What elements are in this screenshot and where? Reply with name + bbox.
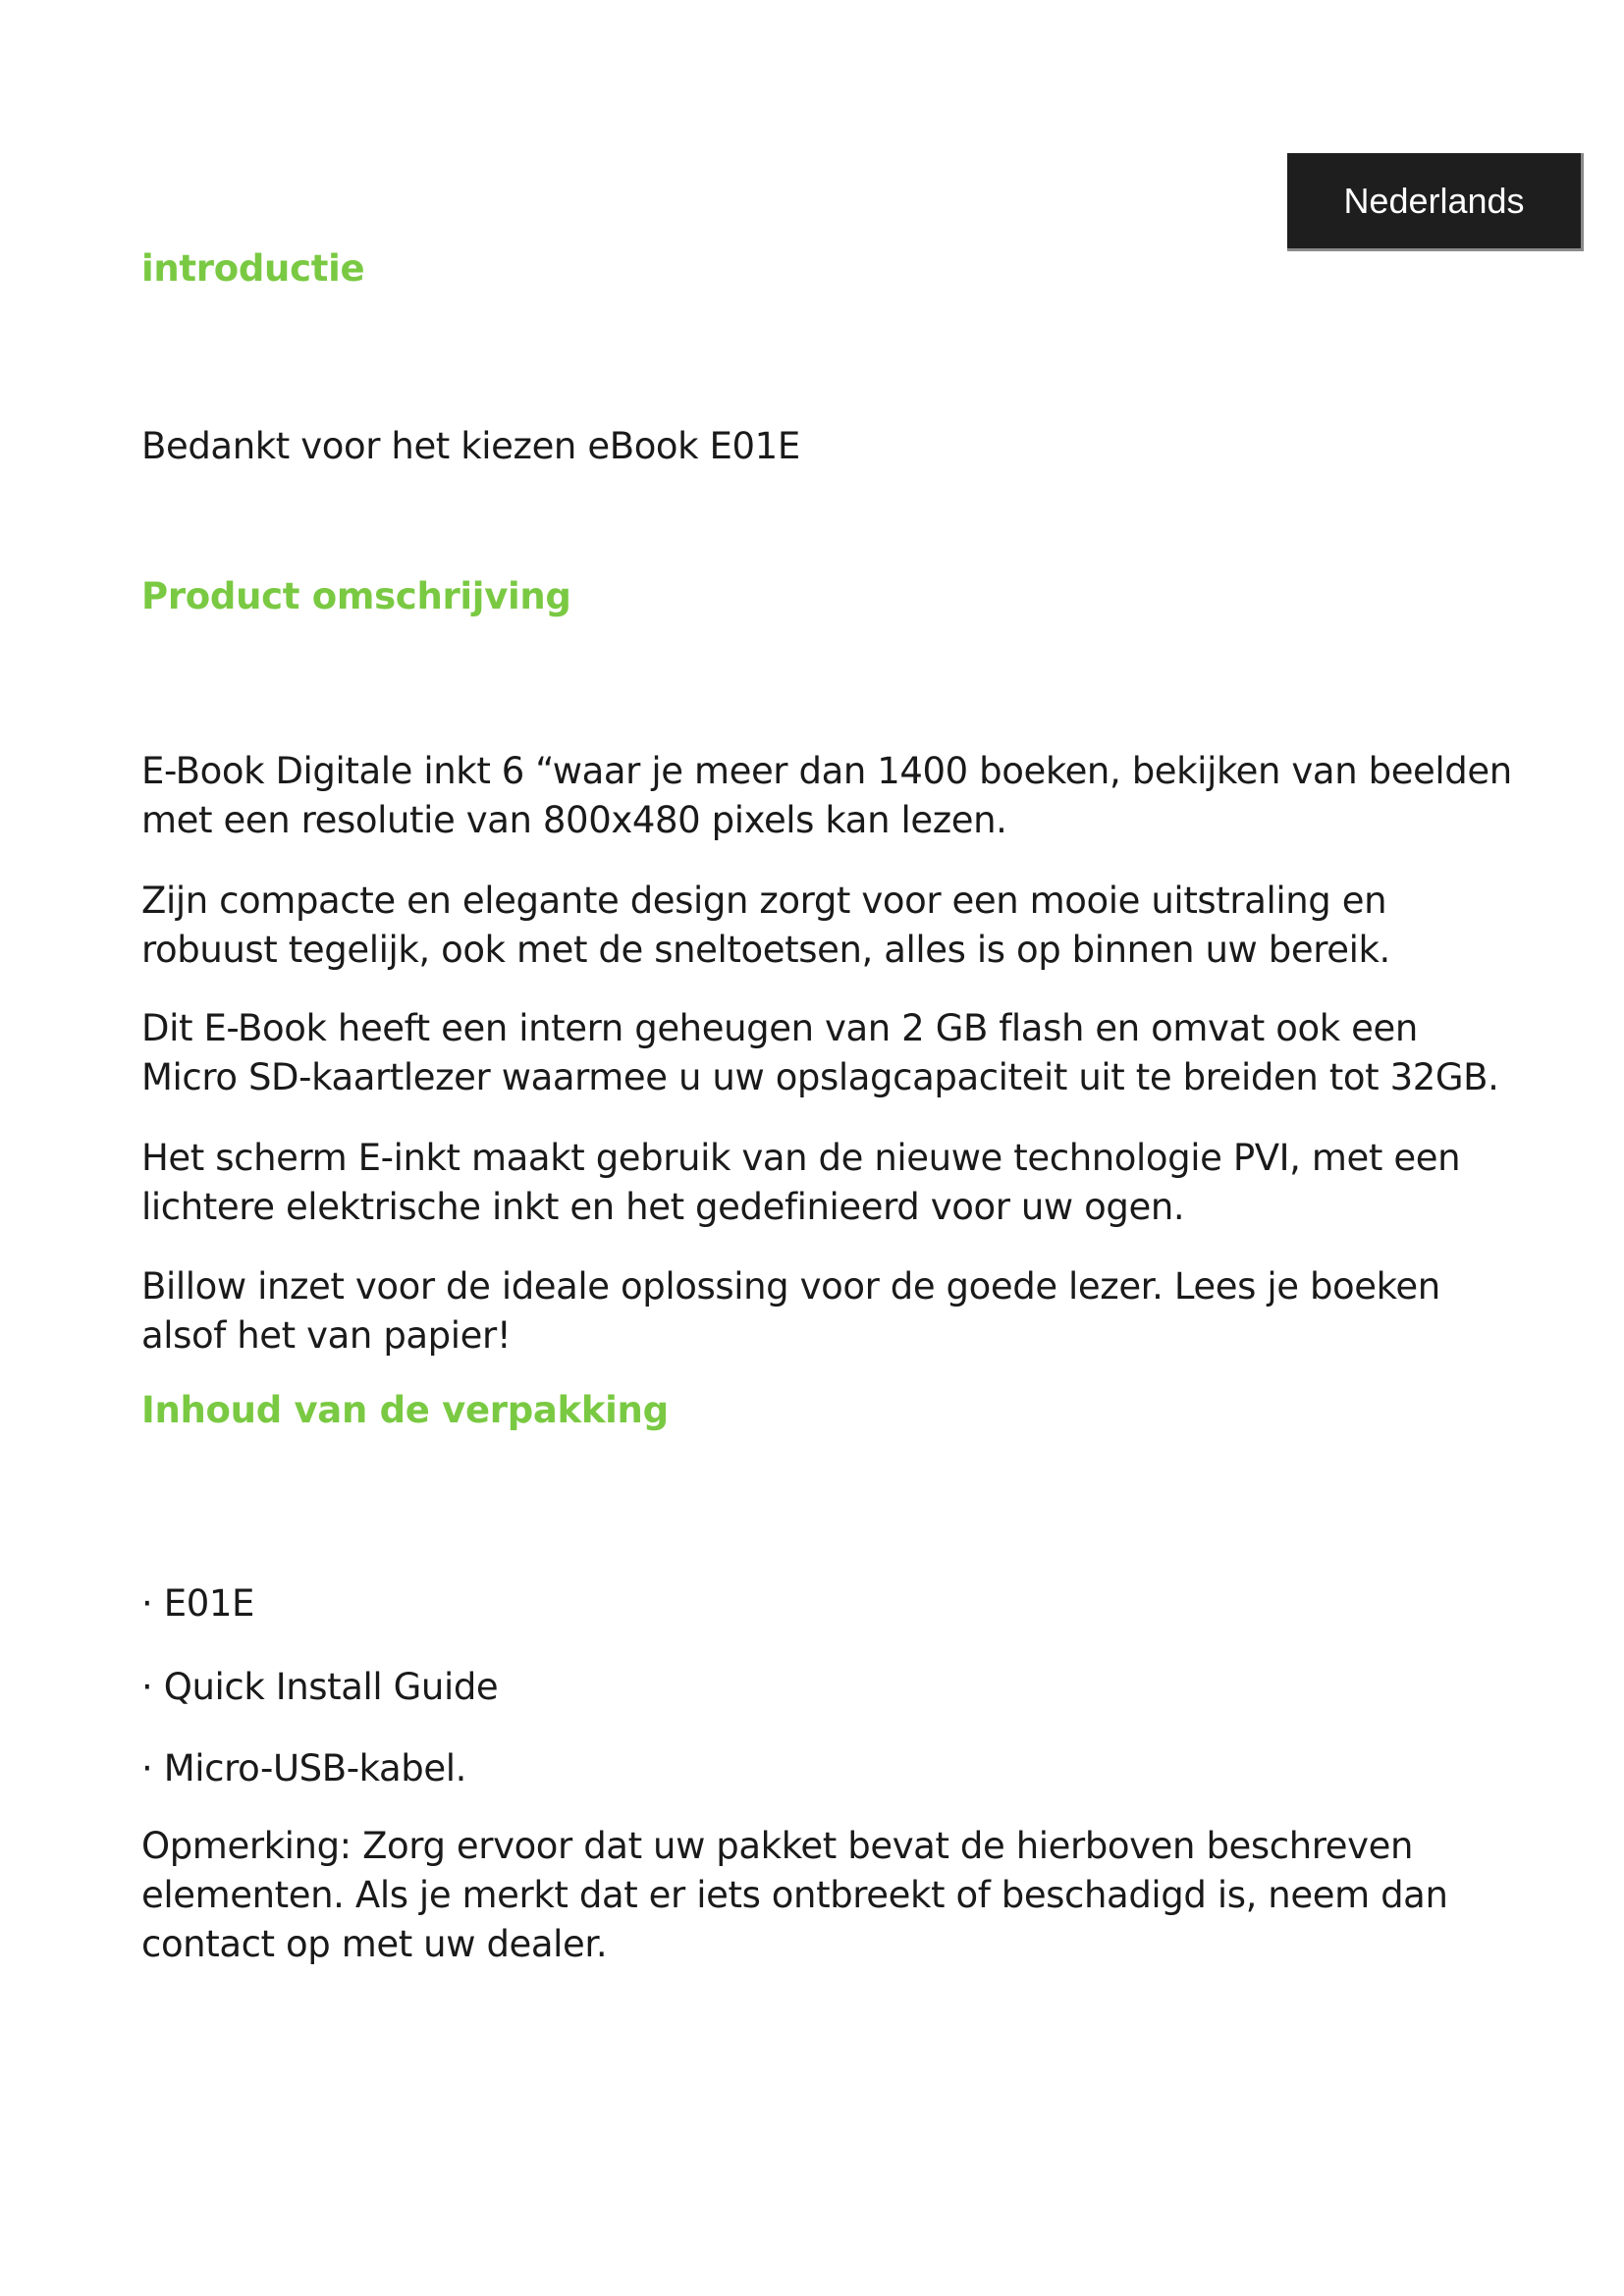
package-heading: Inhoud van de verpakking bbox=[141, 1389, 669, 1431]
paragraph-line: Micro SD-kaartlezer waarmee u uw opslagcapaciteit uit te breiden tot 32GB. bbox=[141, 1056, 1499, 1098]
product-paragraph-3 bbox=[141, 1004, 1522, 1102]
paragraph-line: robuust tegelijk, ook met de sneltoetsen, alles is op binnen uw bereik. bbox=[141, 929, 1390, 971]
paragraph-line: lichtere elektrische inkt en het gedefinieerd voor uw ogen. bbox=[141, 1186, 1185, 1228]
paragraph-line: Billow inzet voor de ideale oplossing voor de goede lezer. Lees je boeken bbox=[141, 1265, 1440, 1308]
package-item: · Quick Install Guide bbox=[141, 1666, 499, 1708]
paragraph-line: met een resolutie van 800x480 pixels kan lezen. bbox=[141, 799, 1007, 841]
paragraph-line: contact op met uw dealer. bbox=[141, 1923, 608, 1965]
intro-text: Bedankt voor het kiezen eBook E01E bbox=[141, 425, 800, 467]
paragraph-line: Het scherm E-inkt maakt gebruik van de nieuwe technologie PVI, met een bbox=[141, 1137, 1461, 1179]
product-heading: Product omschrijving bbox=[141, 575, 571, 617]
product-paragraph-5 bbox=[141, 1262, 1467, 1361]
paragraph-line: Opmerking: Zorg ervoor dat uw pakket bevat de hierboven beschreven bbox=[141, 1825, 1414, 1867]
package-item: · Micro-USB-kabel. bbox=[141, 1747, 466, 1789]
language-badge: Nederlands bbox=[1287, 153, 1584, 251]
package-note bbox=[141, 1822, 1496, 1969]
product-paragraph-4 bbox=[141, 1134, 1477, 1232]
paragraph-line: alsof het van papier! bbox=[141, 1314, 512, 1357]
product-paragraph-2 bbox=[141, 877, 1496, 975]
paragraph-line: E-Book Digitale inkt 6 “waar je meer dan 1400 boeken, bekijken van beelden bbox=[141, 750, 1512, 792]
package-item: · E01E bbox=[141, 1582, 254, 1625]
product-paragraph-1 bbox=[141, 747, 1514, 845]
paragraph-line: Zijn compacte en elegante design zorgt voor een mooie uitstraling en bbox=[141, 880, 1387, 922]
paragraph-line: elementen. Als je merkt dat er iets ontbreekt of beschadigd is, neem dan bbox=[141, 1874, 1448, 1916]
intro-heading: introductie bbox=[141, 247, 365, 290]
paragraph-line: Dit E-Book heeft een intern geheugen van 2 GB flash en omvat ook een bbox=[141, 1007, 1418, 1049]
